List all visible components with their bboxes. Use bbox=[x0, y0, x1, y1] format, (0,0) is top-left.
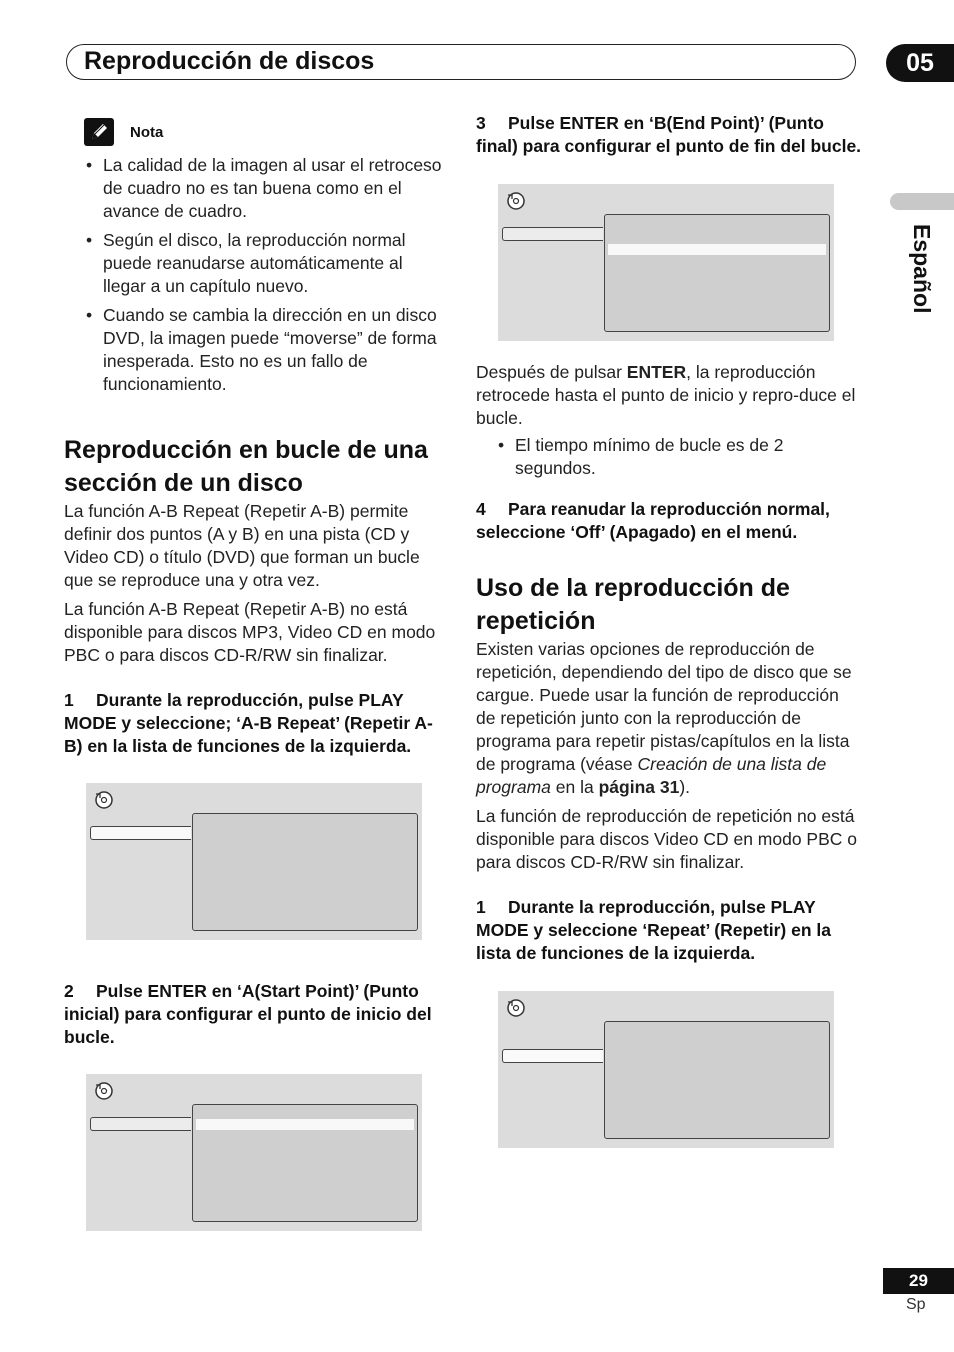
page-language-code: Sp bbox=[906, 1296, 926, 1313]
note-list bbox=[64, 154, 442, 396]
step-text: Durante la reproducción, pulse PLAY MODE y seleccione ‘Repeat’ (Repetir) en la lista de funciones de la izquierda. bbox=[476, 897, 831, 963]
disc-icon bbox=[505, 997, 527, 1024]
disc-icon bbox=[93, 1080, 115, 1107]
text-run: Después de pulsar bbox=[476, 362, 627, 382]
step-text: Durante la reproducción, pulse PLAY MODE y seleccione; ‘A-B Repeat’ (Repetir A-B) en la lista de funciones de la izquierda. bbox=[64, 690, 433, 756]
step-number: 1 bbox=[476, 897, 486, 917]
section-heading-ab-repeat: Reproducción en bucle de una sección de un disco bbox=[64, 436, 428, 497]
text-run-italic: Creación de una lista de programa bbox=[476, 754, 827, 797]
list-item: • La calidad de la imagen al usar el retroceso de cuadro no es tan buena como en el avance de cuadro. bbox=[64, 154, 442, 223]
step-number: 2 bbox=[64, 981, 74, 1001]
step-1-repeat bbox=[476, 896, 862, 965]
bullet-list bbox=[476, 434, 862, 480]
text-run: Existen varias opciones de reproducción de repetición, dependiendo del tipo de disco que se cargue. Puede usar la función de reproducción de repetición junto con la reproducción de programa para repetir pistas/capítulos en la lista de programa (véase bbox=[476, 639, 852, 774]
paragraph bbox=[476, 638, 862, 799]
left-column bbox=[64, 118, 442, 1231]
osd-panel bbox=[604, 1021, 830, 1139]
note-header bbox=[84, 118, 442, 146]
note-pencil-icon bbox=[84, 118, 114, 146]
text-run: en la bbox=[550, 777, 599, 797]
list-item: • El tiempo mínimo de bucle es de 2 segundos. bbox=[476, 434, 862, 480]
text-run-bold: ENTER bbox=[626, 362, 687, 382]
step-number: 4 bbox=[476, 499, 486, 519]
osd-screenshot bbox=[498, 184, 834, 341]
step-text: Pulse ENTER en ‘B(End Point)’ (Punto final) para configurar el punto de fin del bucle. bbox=[476, 113, 862, 156]
section-heading-repeat: Uso de la reproducción de repetición bbox=[476, 574, 790, 635]
step-text: Pulse ENTER en ‘A(Start Point)’ (Punto inicial) para configurar el punto de inicio del bucle. bbox=[64, 981, 432, 1047]
osd-screenshot bbox=[86, 783, 422, 940]
osd-screenshot bbox=[498, 991, 834, 1148]
step-2 bbox=[64, 980, 442, 1049]
step-number: 3 bbox=[476, 113, 486, 133]
page-reference: página 31 bbox=[598, 777, 680, 797]
language-tab bbox=[890, 193, 954, 210]
osd-screenshot bbox=[86, 1074, 422, 1231]
osd-panel bbox=[192, 813, 418, 931]
osd-panel bbox=[604, 214, 830, 332]
page-number: 29 bbox=[883, 1268, 954, 1294]
right-column bbox=[476, 112, 862, 1148]
paragraph: La función de reproducción de repetición no está disponible para discos Video CD en modo PBC o para discos CD-R/RW sin finalizar. bbox=[476, 806, 858, 872]
step-1 bbox=[64, 689, 442, 758]
disc-icon bbox=[505, 190, 527, 217]
chapter-badge: 05 bbox=[886, 44, 954, 82]
osd-function-tab bbox=[502, 227, 603, 241]
step-3 bbox=[476, 112, 862, 158]
text-run: ). bbox=[679, 777, 691, 797]
text-run: , la reproducción retrocede hasta el punto de inicio y repro-duce el bucle. bbox=[476, 362, 856, 428]
step-text: Para reanudar la reproducción normal, seleccione ‘Off’ (Apagado) en el menú. bbox=[476, 499, 830, 542]
osd-function-tab bbox=[90, 1117, 191, 1131]
list-item: • Según el disco, la reproducción normal puede reanudarse automáticamente al llegar a un capítulo nuevo. bbox=[64, 229, 442, 298]
list-item: • Cuando se cambia la dirección en un disco DVD, la imagen puede “moverse” de forma inesperada. Esto no es un fallo de funcionamiento. bbox=[64, 304, 442, 396]
osd-selected-function bbox=[90, 826, 191, 840]
osd-selected-function bbox=[502, 1049, 603, 1063]
disc-icon bbox=[93, 789, 115, 816]
osd-selected-row bbox=[196, 1119, 414, 1130]
page-title: Reproducción de discos bbox=[84, 47, 375, 75]
osd-selected-row bbox=[608, 244, 826, 255]
paragraph: La función A-B Repeat (Repetir A-B) no está disponible para discos MP3, Video CD en modo PBC o para discos CD-R/RW sin finalizar. bbox=[64, 599, 436, 665]
step-number: 1 bbox=[64, 690, 74, 710]
language-label: Español bbox=[909, 224, 935, 314]
paragraph: La función A-B Repeat (Repetir A-B) permite definir dos puntos (A y B) en una pista (CD y Video CD) o título (DVD) que forman un bucle que se reproduce una y otra vez. bbox=[64, 501, 420, 590]
note-label: Nota bbox=[130, 123, 164, 141]
paragraph bbox=[476, 361, 862, 430]
step-4 bbox=[476, 498, 862, 544]
